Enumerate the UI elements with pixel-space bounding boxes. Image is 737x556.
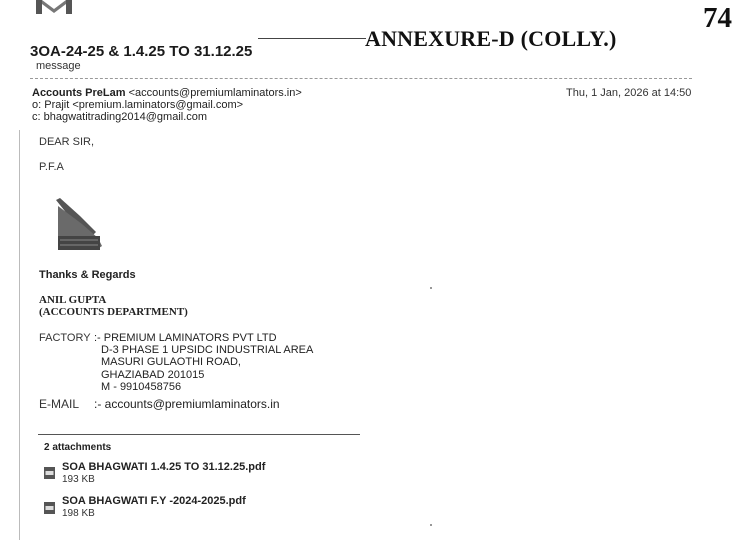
signature-image xyxy=(52,196,106,252)
gmail-logo-icon xyxy=(36,0,72,14)
contact-email[interactable]: :- accounts@premiumlaminators.in xyxy=(94,397,280,411)
message-count: message xyxy=(36,60,81,72)
email-sender xyxy=(32,87,302,99)
factory-address-line: MASURI GULAOTHI ROAD, xyxy=(101,356,241,368)
scan-speck xyxy=(430,287,432,289)
attachments-count: 2 attachments xyxy=(44,442,112,453)
sender-name: Accounts PreLam xyxy=(32,87,126,99)
attachment-size: 198 KB xyxy=(62,508,95,519)
pfa-text: P.F.A xyxy=(39,161,64,173)
header-divider xyxy=(30,78,692,79)
pdf-file-icon xyxy=(44,501,55,513)
email-cc: c: bhagwatitrading2014@gmail.com xyxy=(32,111,208,123)
email-to: o: Prajit <premium.laminators@gmail.com> xyxy=(32,99,244,111)
sender-email[interactable]: <accounts@premiumlaminators.in> xyxy=(128,87,302,99)
scan-speck xyxy=(430,524,432,526)
greeting: DEAR SIR, xyxy=(39,136,95,148)
factory-address-line: :- PREMIUM LAMINATORS PVT LTD xyxy=(94,332,277,344)
signatory-name: ANIL GUPTA xyxy=(39,294,107,306)
annexure-title: ANNEXURE-D (COLLY.) xyxy=(365,26,617,51)
attachment-name[interactable]: SOA BHAGWATI F.Y -2024-2025.pdf xyxy=(62,495,246,507)
email-subject: 3OA-24-25 & 1.4.25 TO 31.12.25 xyxy=(30,43,253,60)
attachments-divider xyxy=(38,434,360,435)
factory-address-line: GHAZIABAD 201015 xyxy=(101,369,205,381)
signatory-department: (ACCOUNTS DEPARTMENT) xyxy=(39,306,188,318)
attachment-name[interactable]: SOA BHAGWATI 1.4.25 TO 31.12.25.pdf xyxy=(62,461,266,473)
pdf-file-icon xyxy=(44,466,55,478)
quote-border xyxy=(19,130,20,540)
factory-label: FACTORY xyxy=(39,332,91,344)
closing-thanks: Thanks & Regards xyxy=(39,269,136,281)
email-label: E-MAIL xyxy=(39,397,80,411)
title-divider xyxy=(258,38,366,39)
attachment-size: 193 KB xyxy=(62,474,95,485)
page-number: 74 xyxy=(703,2,732,34)
factory-phone: M - 9910458756 xyxy=(101,381,182,393)
factory-address-line: D-3 PHASE 1 UPSIDC INDUSTRIAL AREA xyxy=(101,344,314,356)
email-date: Thu, 1 Jan, 2026 at 14:50 xyxy=(566,87,691,99)
